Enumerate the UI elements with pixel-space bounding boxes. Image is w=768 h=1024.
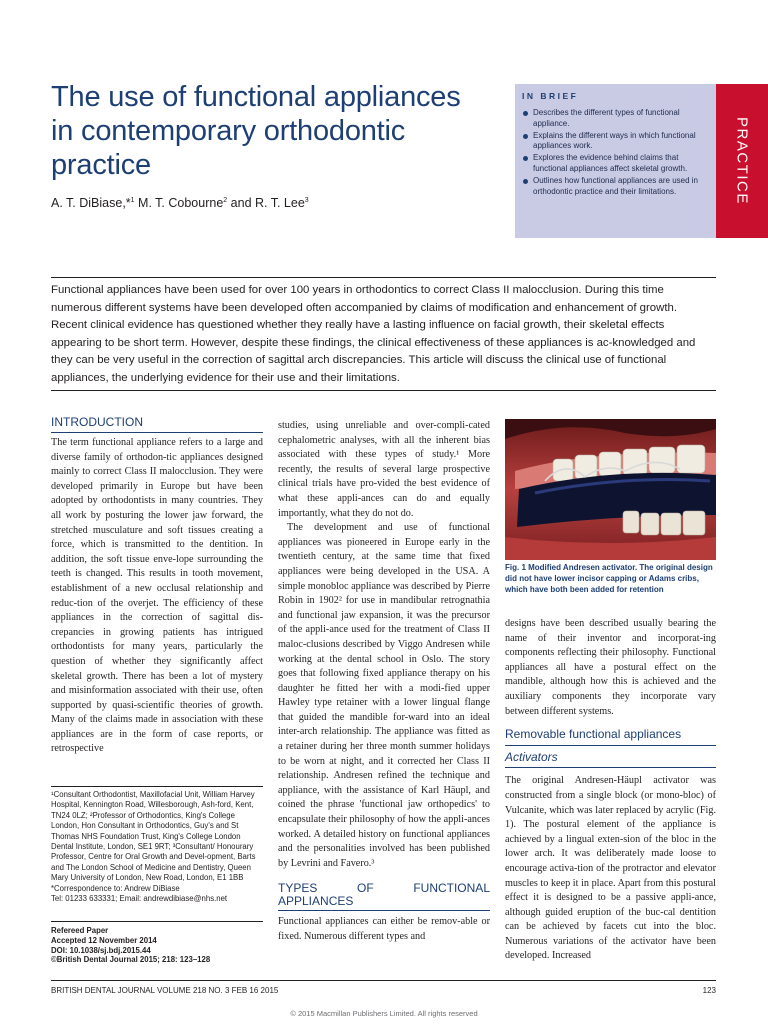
in-brief-list [521,108,710,197]
paragraph: The original Andresen-Häupl activator was constructed from a single block (or mono-bloc) of Vulcanite, which was later replaced by acrylic (Fig. 1). The postural element of the appliance is achieved by a lingual exten-sion of the bloc in the lower arch. It was deliberately made loose to encourage activa-tion of the protractor and elevator muscles to keep it in place. Apart from this postural effect it is designed to be a passive appli-ance, although guided eruption of the buc-cal dentition can be achieved by facets cut into the bloc. Numerous variations of the activator have been developed. Increased [505,775,716,962]
affiliations-footnote [51,790,263,904]
accepted-date: Accepted 12 November 2014 [51,935,157,945]
paragraph: The development and use of functional appliances was pioneered in Europe early in the twentieth century, at the same time that fixed appliances were being developed in the USA. A simple monobloc appliance was described by Pierre Robin in 1902² for use in mandibular retrognathia and functional jaw expansion, it was the precursor of the appli-ance used for the treatment of Class II maloc-clusions described by Viggo Andresen while working at the dental school in Oslo. The story goes that following fixed appliance therapy on his daughter he fitted her with a modi-fied upper Hawley type retainer with a lower lingual flange that guided the mandible for-ward into an ideal inter-arch relationship. The appliance was fitted as a retainer during her three month summer holidays to be worn at night, and it corrected her Class II relationship. Andresen refined the technique and appliance, with the assistance of Karl Häupl, and coined the phrase 'functional jaw orthopedics' to encapsulate their philosophy of how the appli-ances worked. A detailed history on functional appliances and the personalities involved has been published by Levrini and Favero.³ [278,522,490,869]
bullet-icon [523,111,528,116]
in-brief-item: Explains the different ways in which functional appliances work. [521,131,710,153]
section-heading-introduction: INTRODUCTION [51,415,143,429]
in-brief-item: Outlines how functional appliances are used in orthodontic practice and their limitations. [521,176,710,198]
page-footer [51,986,716,995]
heading-rule [278,910,490,911]
citation: ©British Dental Journal 2015; 218: 123–128 [51,955,211,965]
abstract: Functional appliances have been used for over 100 years in orthodontics to correct Class II malocclusion. During this time numerous different systems have been developed often accompanied by claims of modification and enhancement of growth. Recent clinical evidence has questioned whether they really have a lasting influence on facial growth, their skeletal effects appearing to be short term. However, despite these findings, the clinical effectiveness of these appliances is ac-knowledged and they can be very useful in the correction of sagittal arch discrepancies. This article will discuss the clinical use of functional appliances, the underlying evidence for their use and their limitations. [51,284,696,384]
article-title: The use of functional appliances in contemporary orthodontic practice [51,81,461,181]
paragraph: The term functional appliance refers to a large and diverse family of orthodon-tic appliances designed mainly to correct Class II malocclusion. They were developed primarily in Europe but have been adopted by orthodontists in many countries. They all work by posturing the lower jaw forward, the stretched musculature and soft tissues creating a force, which is transmitted to the dentition. In addition, the soft tissue enve-lope surrounding the teeth is changed. This results in tooth movement, establishment of a new occlusal relationship and reduc-tion of the overjet. The efficiency of these appliances in the correction of sagittal dis-crepancies in growing patients has intrigued orthodontists for many years, particularly the question of whether they significantly affect skeletal growth. There has been a lot of mystery and misinformation associated with their use, often supported by quasi-scientific theories of growth. Many of the claims made in association with these appliances are in the form of case reports, or retrospective [51,437,263,755]
doi: DOI: 10.1038/sj.bdj.2015.44 [51,945,151,955]
in-brief-box [515,84,716,238]
bullet-icon [523,179,528,184]
in-brief-item: Explores the evidence behind claims that functional appliances affect skeletal growth. [521,153,710,175]
copyright-notice: © 2015 Macmillan Publishers Limited. All rights reserved [290,1009,478,1018]
paragraph: designs have been described usually bearing the name of their inventor and incorporat-ing components reflecting their philosophy. Functional appliances all have a postural effect on the mandible, although how this is achieved and the auxiliary components they incorporate vary between different systems. [505,618,716,717]
heading-rule [505,745,716,746]
article-authors: A. T. DiBiase,*$^1$ M. T. Cobourne$^2$ and R. T. Lee$^3$ [51,196,309,210]
column-1 [51,416,263,757]
bullet-icon [523,134,528,139]
footnote-rule [51,786,263,787]
refereed-box [51,926,263,965]
heading-rule [505,767,716,768]
activator-photo-illustration [505,419,716,560]
in-brief-item: Describes the different types of functional appliance. [521,108,710,130]
refbox-rule [51,921,263,922]
affiliations: ¹Consultant Orthodontist, Maxillofacial Unit, William Harvey Hospital, Kennington Road, Willesborough, Ash-ford, Kent, TN24 0LZ; ²Professor of Orthodontics, King's College London, Hon Consultant in Orthodontics, Guy's and St Thomas NHS Foundation Trust, King's College London Dental Institute, London, SE1 9RT; ³Consultant/ Honourary Professor, Centre for Oral Growth and Devel-opment, Barts and The London School of Medicine and Dentistry, Queen Mary University of London, New Road, London, E1 1BB [51,790,256,883]
paragraph: Functional appliances can either be remov-able or fixed. Numerous different types and [278,916,490,942]
column-3 [505,617,716,964]
bullet-icon [523,156,528,161]
journal-issue: BRITISH DENTAL JOURNAL VOLUME 218 NO. 3 FEB 16 2015 [51,986,279,995]
column-2 [278,419,490,945]
correspondence: *Correspondence to: Andrew DiBiase [51,883,180,893]
heading-rule [51,432,263,433]
subsection-heading-activators: Activators [505,749,558,764]
contact: Tel: 01233 633331; Email: andrewdibiase@nhs.net [51,894,228,904]
paragraph: studies, using unreliable and over-compli-cated cephalometric analyses, with all the inherent bias associated with these types of study.¹ More recently, the results of several large prospective clinical trials have pro-vided the best evidence of what these appli-ances can do and equally importantly, what they do not do. [278,420,490,519]
page-number: 123 [702,986,716,995]
abstract-top-rule [51,277,716,278]
figure-1-caption: Fig. 1 Modified Andresen activator. The original design did not have lower incisor capping or Adams cribs, which have both been added for retention [505,563,713,594]
section-heading-types: TYPES OF FUNCTIONAL APPLIANCES [278,881,490,909]
figure-1-photo [505,419,716,560]
section-heading-removable: Removable functional appliances [505,727,682,742]
footer-rule [51,980,716,981]
abstract-bottom-rule [51,390,716,391]
section-tab-practice: PRACTICE [716,84,768,238]
in-brief-heading: IN BRIEF [522,91,579,101]
refereed-label: Refereed Paper [51,926,109,935]
